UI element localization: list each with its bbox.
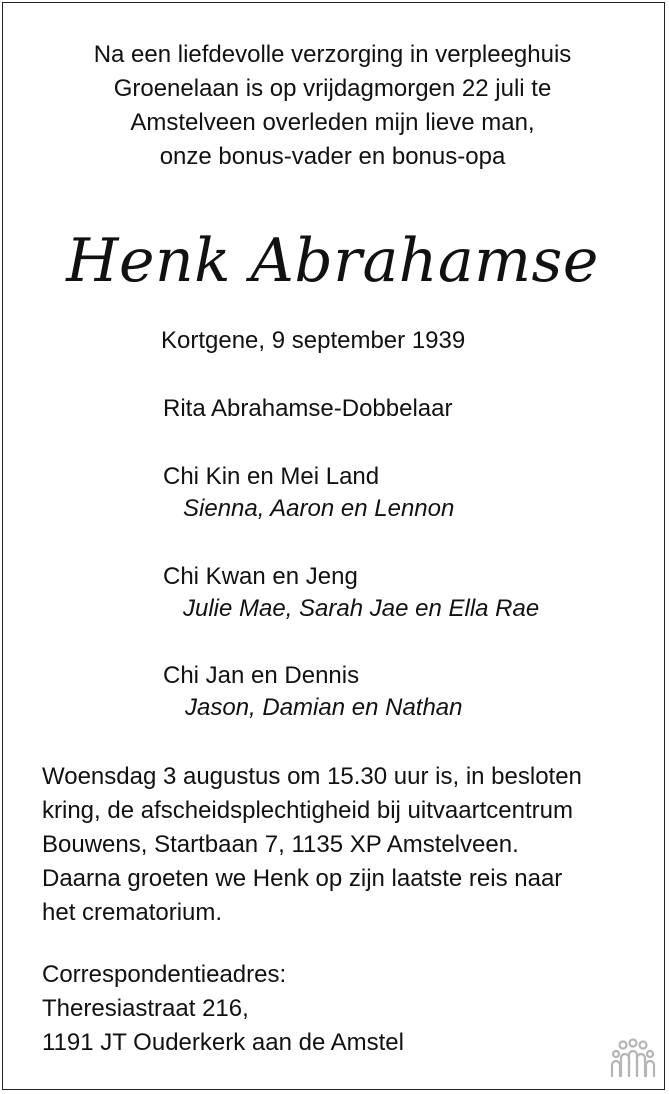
family-people-icon — [608, 1038, 658, 1082]
family-parents: Chi Kin en Mei Land — [163, 463, 380, 490]
ceremony-text — [42, 760, 582, 930]
address-line: Theresiastraat 216, — [42, 995, 249, 1022]
intro-text — [0, 38, 665, 174]
family-parents: Chi Jan en Dennis — [163, 662, 360, 689]
birth-info: Kortgene, 9 september 1939 — [161, 327, 466, 354]
intro-line: Amstelveen overleden mijn lieve man, — [130, 109, 535, 136]
ceremony-line: Daarna groeten we Henk op zijn laatste reis naar — [42, 865, 563, 892]
intro-line: onze bonus-vader en bonus-opa — [159, 143, 506, 170]
intro-line: Na een liefdevolle verzorging in verpleeghuis — [93, 41, 572, 68]
spouse-name: Rita Abrahamse-Dobbelaar — [163, 395, 453, 422]
correspondence-address — [42, 958, 404, 1060]
ceremony-line: Bouwens, Startbaan 7, 1135 XP Amstelveen. — [42, 831, 519, 858]
family-children: Julie Mae, Sarah Jae en Ella Rae — [183, 595, 540, 622]
family-parents: Chi Kwan en Jeng — [163, 563, 358, 590]
ceremony-line: het crematorium. — [42, 899, 223, 926]
family-children: Jason, Damian en Nathan — [185, 694, 463, 721]
ceremony-line: Woensdag 3 augustus om 15.30 uur is, in besloten — [42, 763, 582, 790]
intro-line: Groenelaan is op vrijdagmorgen 22 juli te — [113, 75, 552, 102]
address-line: 1191 JT Ouderkerk aan de Amstel — [42, 1029, 404, 1056]
address-line: Correspondentieadres: — [42, 961, 287, 988]
deceased-name: Henk Abrahamse — [66, 226, 599, 296]
ceremony-line: kring, de afscheidsplechtigheid bij uitvaartcentrum — [42, 797, 573, 824]
family-children: Sienna, Aaron en Lennon — [183, 495, 455, 522]
